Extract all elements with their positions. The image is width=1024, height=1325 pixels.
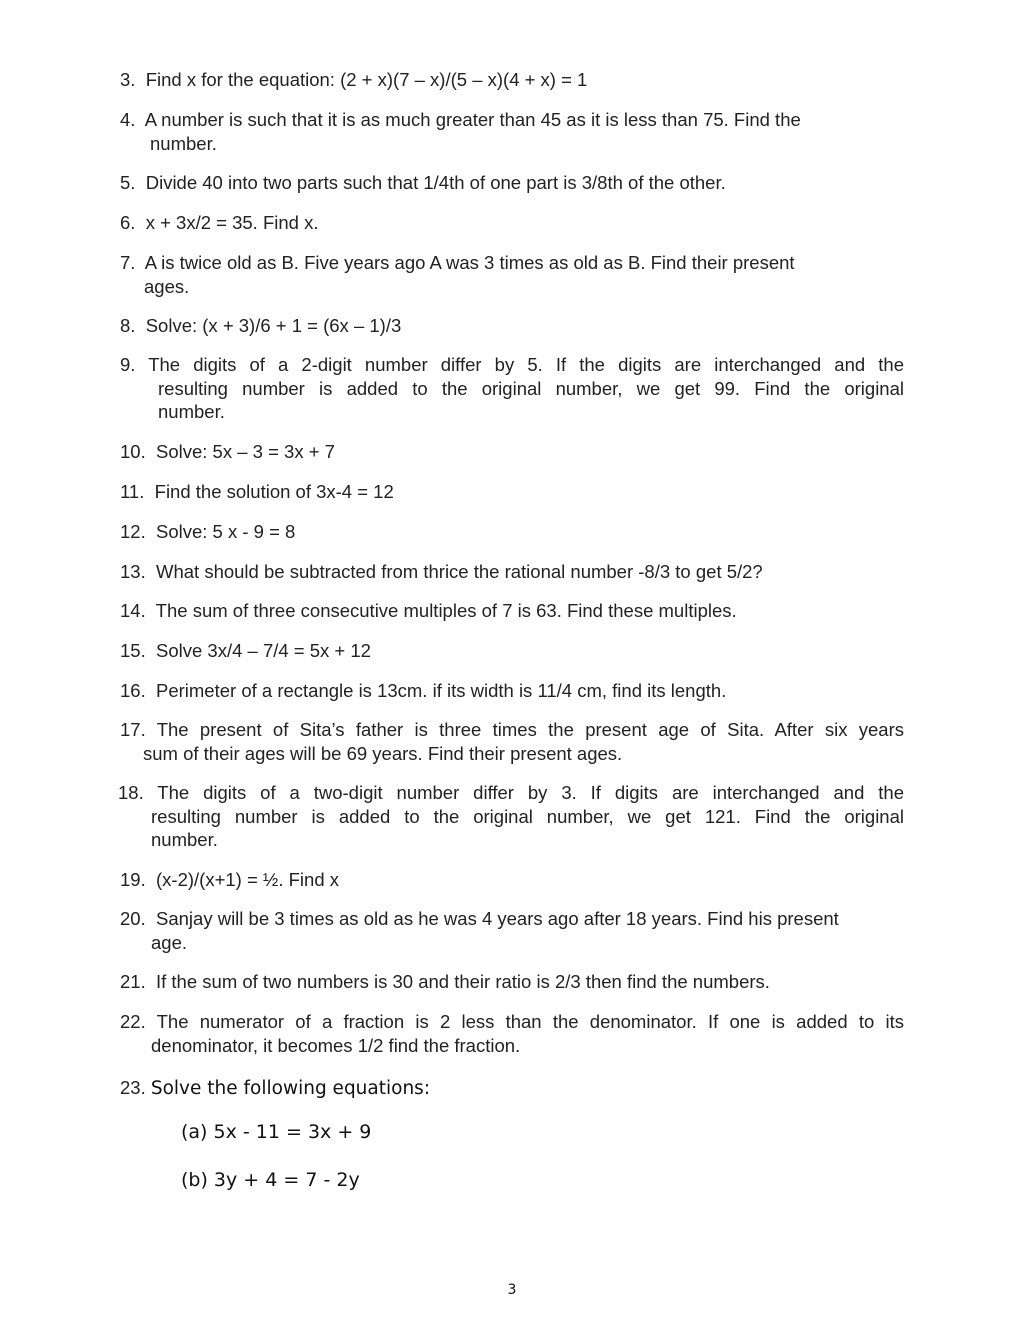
question-text: Solve the following equations: xyxy=(150,1078,431,1099)
question-9 xyxy=(120,353,904,424)
question-number: 17. xyxy=(120,719,146,740)
question-number: 18. xyxy=(118,782,144,803)
question-text-continued: ages. xyxy=(144,275,190,297)
question-text: If the sum of two numbers is 30 and their ratio is 2/3 then find the numbers. xyxy=(156,971,770,992)
question-line xyxy=(120,718,904,742)
question-text: A is twice old as B. Five years ago A was 3 times as old as B. Find their present xyxy=(144,252,795,273)
question-22 xyxy=(120,1010,904,1057)
question-text: (x-2)/(x+1) = ½. Find x xyxy=(156,869,339,890)
question-4 xyxy=(120,108,904,155)
question-19 xyxy=(120,868,904,892)
question-10 xyxy=(120,440,904,464)
question-text-continued: age. xyxy=(151,931,188,953)
equation-b: (b) 3y + 4 = 7 - 2y xyxy=(181,1169,360,1191)
question-number: 5. xyxy=(120,172,136,193)
question-number: 13. xyxy=(120,561,146,582)
question-text-continued: sum of their ages will be 69 years. Find their present ages. xyxy=(143,742,623,764)
question-11 xyxy=(120,480,904,504)
question-7 xyxy=(120,251,904,298)
question-text: What should be subtracted from thrice the rational number -8/3 to get 5/2? xyxy=(156,561,763,582)
question-number: 7. xyxy=(120,252,136,273)
question-number: 11. xyxy=(120,481,145,502)
question-number: 9. xyxy=(120,354,136,375)
question-23 xyxy=(120,1076,904,1101)
question-number: 23. xyxy=(120,1077,146,1098)
question-line xyxy=(120,1010,904,1034)
question-text: Solve: 5 x - 9 = 8 xyxy=(156,521,296,542)
question-16 xyxy=(120,679,904,703)
question-20 xyxy=(120,907,904,954)
question-text: Find the solution of 3x-4 = 12 xyxy=(154,481,394,502)
question-number: 14. xyxy=(120,600,146,621)
question-6 xyxy=(120,211,904,235)
question-number: 15. xyxy=(120,640,146,661)
question-number: 21. xyxy=(120,971,146,992)
question-text-continued: number. xyxy=(151,829,218,850)
question-number: 20. xyxy=(120,908,146,929)
question-number: 16. xyxy=(120,680,146,701)
question-number: 19. xyxy=(120,869,146,890)
question-text: The present of Sita’s father is three times the present age of Sita. After six years xyxy=(156,719,904,740)
question-text: The numerator of a fraction is 2 less than the denominator. If one is added to its xyxy=(156,1011,904,1032)
question-number: 4. xyxy=(120,109,136,130)
question-number: 12. xyxy=(120,521,146,542)
question-3 xyxy=(120,68,904,92)
question-number: 10. xyxy=(120,441,146,462)
question-text: Perimeter of a rectangle is 13cm. if its width is 11/4 cm, find its length. xyxy=(156,680,727,701)
question-text: Solve: 5x – 3 = 3x + 7 xyxy=(156,441,335,462)
question-line xyxy=(120,353,904,377)
question-12 xyxy=(120,520,904,544)
question-text: A number is such that it is as much greater than 45 as it is less than 75. Find the xyxy=(144,109,801,130)
question-text: Find x for the equation: (2 + x)(7 – x)/(5 – x)(4 + x) = 1 xyxy=(145,69,588,90)
question-text: Solve: (x + 3)/6 + 1 = (6x – 1)/3 xyxy=(145,315,402,336)
question-17 xyxy=(120,718,904,765)
question-text: The digits of a two-digit number differ by 3. If digits are interchanged and the xyxy=(157,782,904,803)
question-5 xyxy=(120,171,904,195)
question-number: 22. xyxy=(120,1011,146,1032)
question-number: 6. xyxy=(120,212,136,233)
question-text-continued: resulting number is added to the original number, we get 99. Find the original xyxy=(158,377,904,399)
page-number: 3 xyxy=(507,1282,517,1298)
question-text: The digits of a 2-digit number differ by 5. If the digits are interchanged and the xyxy=(148,354,904,375)
question-14 xyxy=(120,599,904,623)
question-15 xyxy=(120,639,904,663)
question-text-continued: denominator, it becomes 1/2 find the fraction. xyxy=(151,1034,521,1056)
question-text: x + 3x/2 = 35. Find x. xyxy=(145,212,319,233)
question-8 xyxy=(120,314,904,338)
question-text-continued: number. xyxy=(150,132,217,154)
question-text: Divide 40 into two parts such that 1/4th of one part is 3/8th of the other. xyxy=(145,172,726,193)
question-line xyxy=(118,781,904,805)
question-text: The sum of three consecutive multiples of 7 is 63. Find these multiples. xyxy=(155,600,737,621)
question-21 xyxy=(120,970,904,994)
question-text-continued: number. xyxy=(158,401,225,422)
equation-a: (a) 5x - 11 = 3x + 9 xyxy=(181,1121,372,1143)
question-number: 8. xyxy=(120,315,136,336)
question-text-continued: resulting number is added to the original number, we get 121. Find the original xyxy=(151,805,904,827)
question-text: Solve 3x/4 – 7/4 = 5x + 12 xyxy=(156,640,371,661)
question-18 xyxy=(118,781,904,852)
question-13 xyxy=(120,560,904,584)
question-number: 3. xyxy=(120,69,136,90)
question-text: Sanjay will be 3 times as old as he was 4 years ago after 18 years. Find his present xyxy=(156,908,839,929)
